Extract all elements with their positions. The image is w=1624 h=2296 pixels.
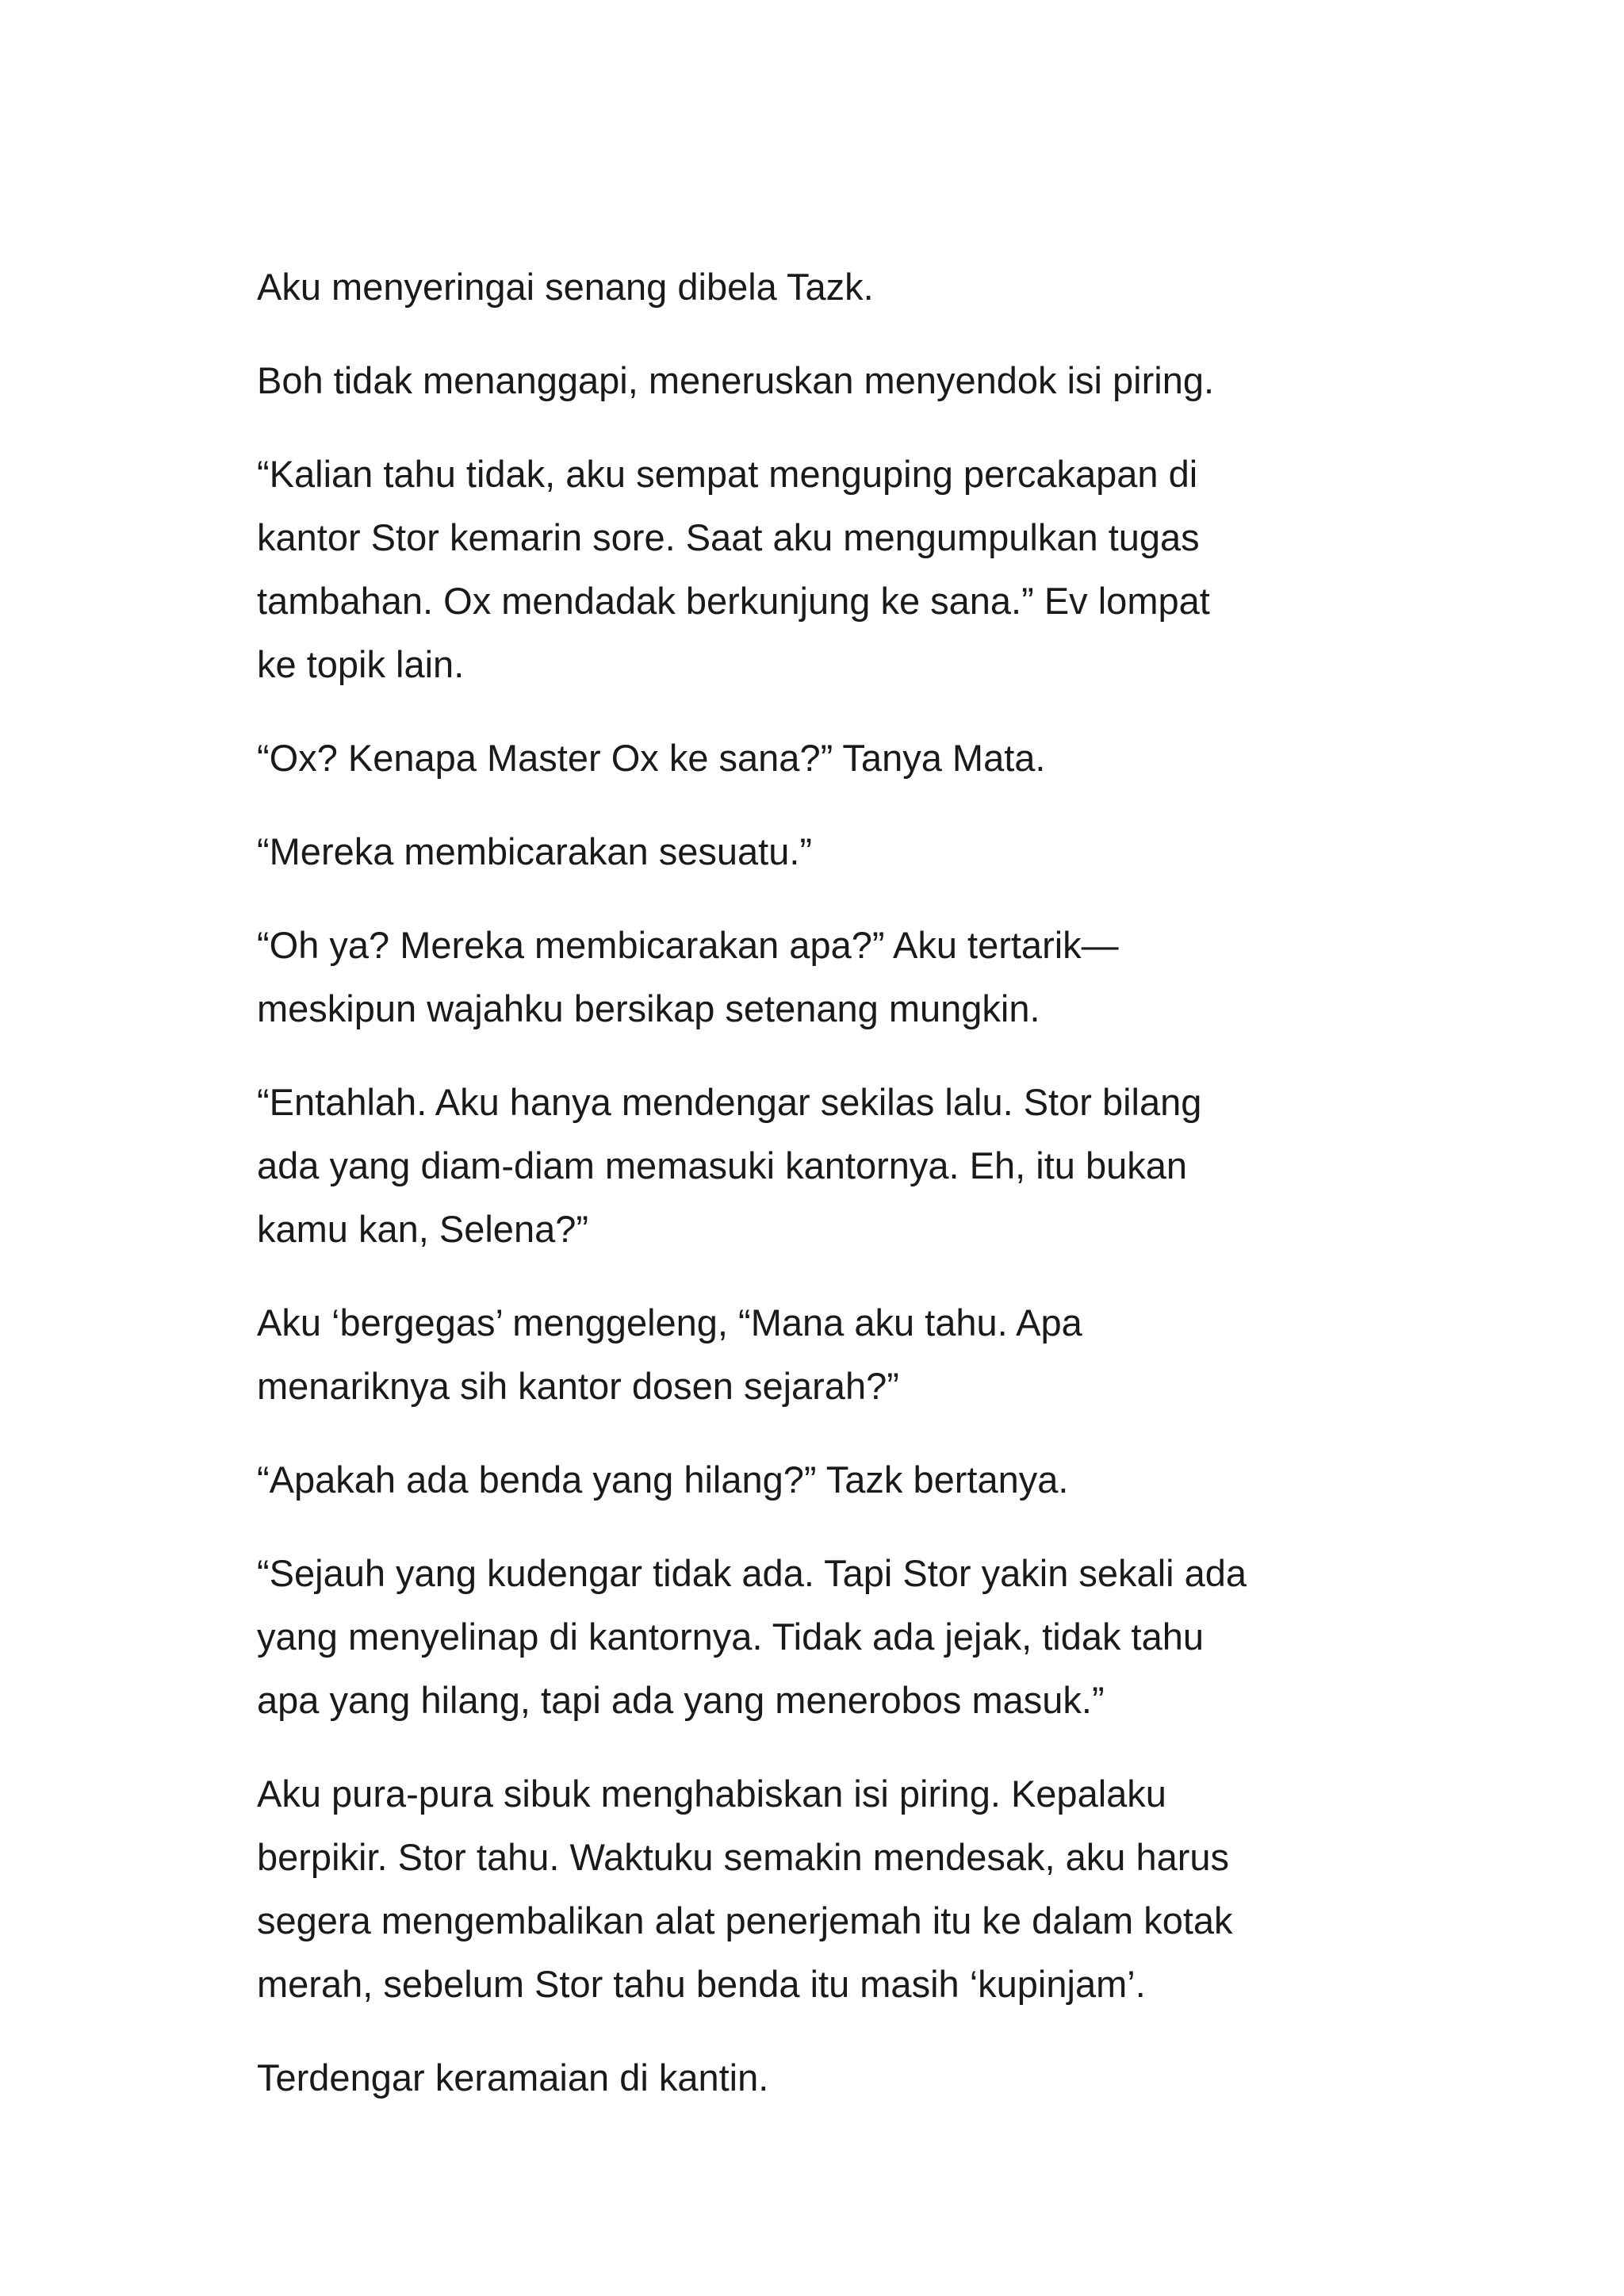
- text-line: Boh tidak menanggapi, meneruskan menyendok isi piring.: [257, 359, 1215, 401]
- paragraph: [257, 726, 1399, 790]
- text-line: segera mengembalikan alat penerjemah itu ke dalam kotak: [257, 1899, 1233, 1941]
- paragraph: [257, 1071, 1399, 1261]
- text-line: “Kalian tahu tidak, aku sempat menguping percakapan di: [257, 453, 1198, 495]
- text-line: menariknya sih kantor dosen sejarah?”: [257, 1365, 899, 1407]
- paragraph: [257, 443, 1399, 696]
- text-line: “Mereka membicarakan sesuatu.”: [257, 830, 813, 872]
- paragraph: [257, 1542, 1399, 1732]
- text-line: “Entahlah. Aku hanya mendengar sekilas lalu. Stor bilang: [257, 1081, 1202, 1123]
- paragraph: [257, 255, 1399, 319]
- text-line: Terdengar keramaian di kantin.: [257, 2056, 769, 2099]
- text-line: Aku menyeringai senang dibela Tazk.: [257, 266, 874, 308]
- paragraph: [257, 914, 1399, 1041]
- text-body: [257, 255, 1399, 2140]
- text-line: ada yang diam-diam memasuki kantornya. Eh, itu bukan: [257, 1144, 1188, 1186]
- text-line: meskipun wajahku bersikap setenang mungkin.: [257, 987, 1040, 1029]
- text-line: “Apakah ada benda yang hilang?” Tazk bertanya.: [257, 1458, 1069, 1501]
- text-line: tambahan. Ox mendadak berkunjung ke sana.” Ev lompat: [257, 580, 1210, 622]
- text-line: “Oh ya? Mereka membicarakan apa?” Aku tertarik—: [257, 924, 1119, 966]
- paragraph: [257, 1448, 1399, 1512]
- text-line: kantor Stor kemarin sore. Saat aku mengumpulkan tugas: [257, 516, 1200, 558]
- text-line: yang menyelinap di kantornya. Tidak ada jejak, tidak tahu: [257, 1616, 1205, 1658]
- text-line: kamu kan, Selena?”: [257, 1208, 589, 1250]
- paragraph: [257, 2046, 1399, 2110]
- paragraph: [257, 820, 1399, 884]
- text-line: merah, sebelum Stor tahu benda itu masih ‘kupinjam’.: [257, 1963, 1146, 2005]
- text-line: “Sejauh yang kudengar tidak ada. Tapi Stor yakin sekali ada: [257, 1552, 1247, 1594]
- paragraph: [257, 1762, 1399, 2016]
- text-line: Aku pura-pura sibuk menghabiskan isi piring. Kepalaku: [257, 1773, 1166, 1815]
- text-line: apa yang hilang, tapi ada yang menerobos masuk.”: [257, 1679, 1105, 1721]
- text-line: “Ox? Kenapa Master Ox ke sana?” Tanya Mata.: [257, 737, 1046, 779]
- text-line: Aku ‘bergegas’ menggeleng, “Mana aku tahu. Apa: [257, 1301, 1082, 1343]
- paragraph: [257, 349, 1399, 412]
- text-line: berpikir. Stor tahu. Waktuku semakin mendesak, aku harus: [257, 1836, 1230, 1878]
- paragraph: [257, 1291, 1399, 1418]
- text-line: ke topik lain.: [257, 643, 465, 685]
